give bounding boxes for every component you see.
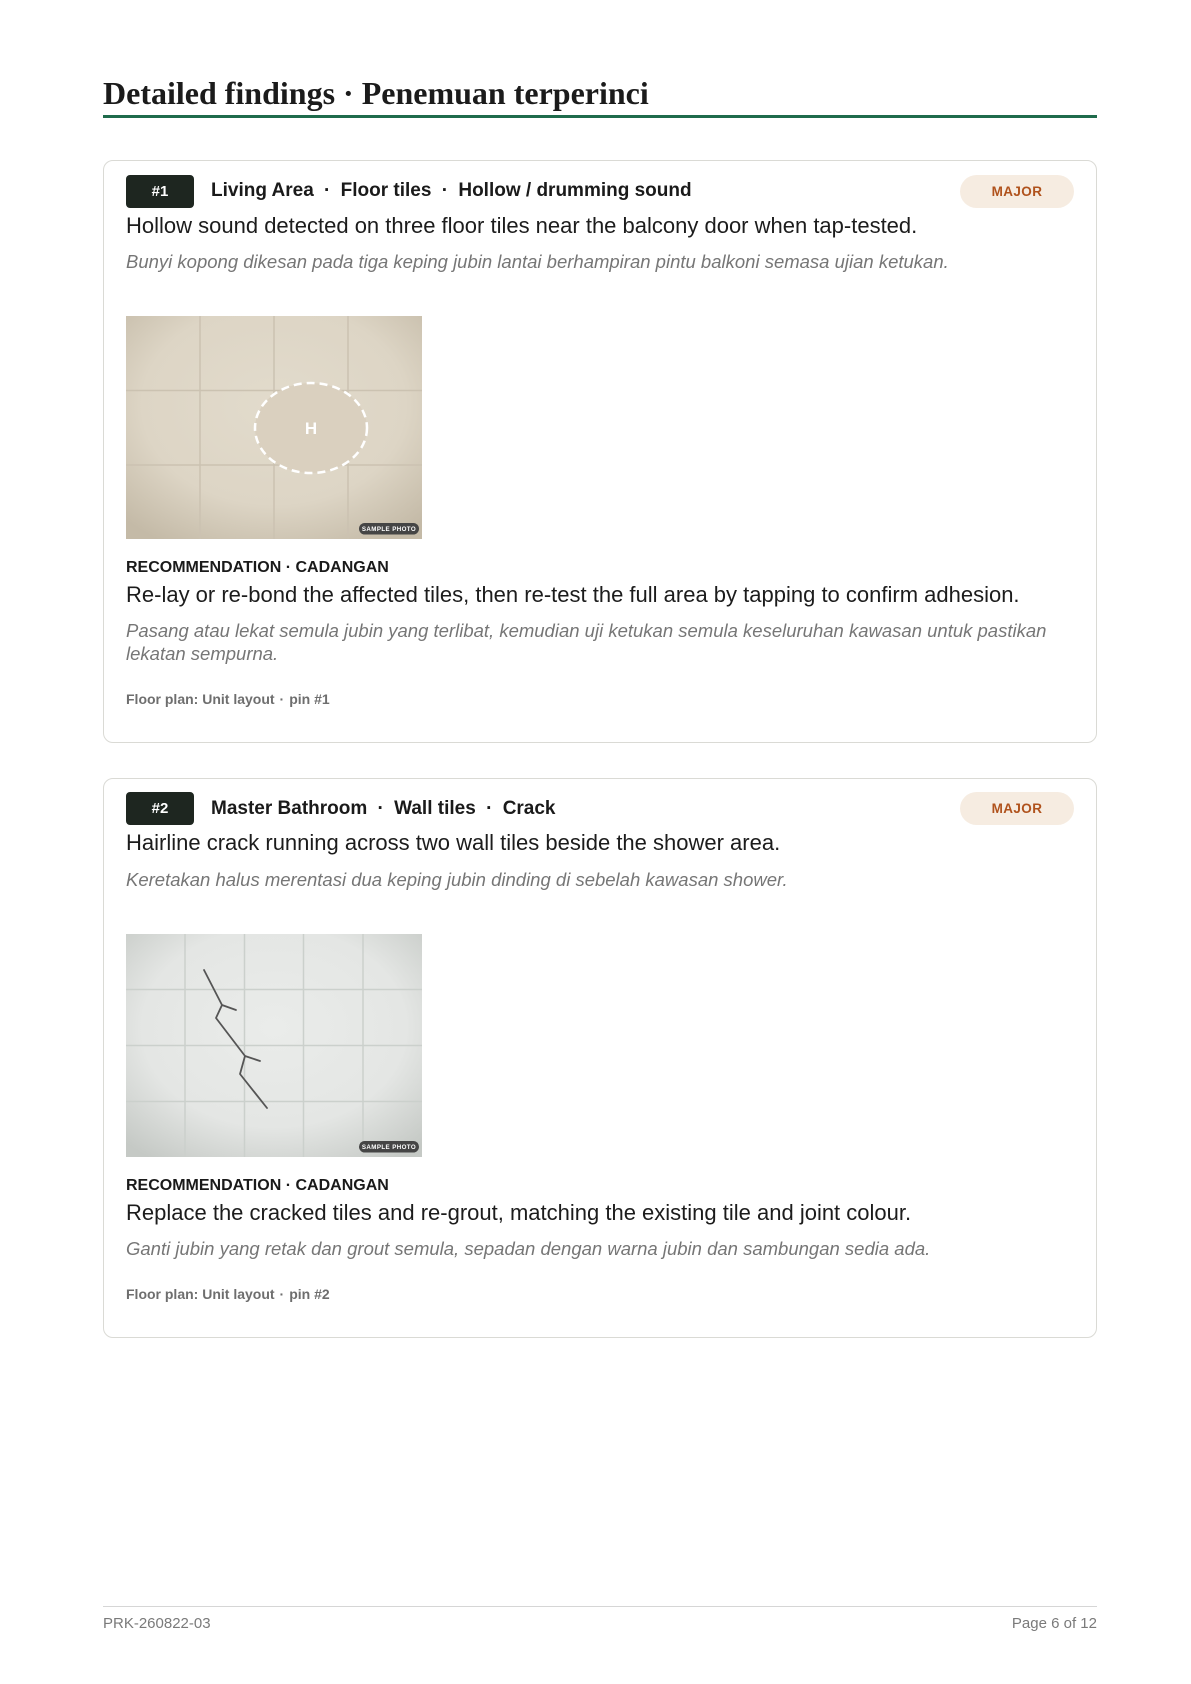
separator: · <box>279 1286 285 1303</box>
finding-card-1 <box>103 160 1097 743</box>
finding-element: Floor tiles <box>340 180 432 201</box>
finding-photo <box>126 934 422 1157</box>
severity-badge: MAJOR <box>960 175 1074 208</box>
separator: · <box>441 180 449 201</box>
page-title: Detailed findings · Penemuan terperinci <box>103 74 1097 118</box>
finding-card-2 <box>103 778 1097 1338</box>
footer-divider <box>103 1606 1097 1607</box>
page-footer <box>103 1615 1097 1633</box>
recommendation-label: RECOMMENDATION · CADANGAN <box>126 1176 389 1194</box>
recommendation-label: RECOMMENDATION · CADANGAN <box>126 558 389 576</box>
finding-defect: Hollow / drumming sound <box>458 180 692 201</box>
finding-number-badge: #1 <box>126 175 194 208</box>
finding-photo <box>126 316 422 539</box>
hollow-marker-label: H <box>304 419 318 439</box>
description-malay: Keretakan halus merentasi dua keping jubin dinding di sebelah kawasan shower. <box>126 868 788 890</box>
separator: · <box>324 180 331 201</box>
finding-element: Wall tiles <box>394 797 476 819</box>
floor-plan-name: Floor plan: Unit layout <box>126 691 275 708</box>
floor-plan-reference <box>126 690 1074 708</box>
separator: · <box>486 797 493 819</box>
report-reference: PRK-260822-03 <box>103 1615 211 1632</box>
recommendation-english: Re-lay or re-bond the affected tiles, then re-test the full area by tapping to confirm adhesion. <box>126 581 1020 607</box>
sample-photo-label: SAMPLE PHOTO <box>361 1144 417 1152</box>
page-content <box>103 0 1097 1338</box>
severity-badge: MAJOR <box>960 792 1074 825</box>
finding-header <box>126 175 1074 208</box>
page-number: Page 6 of 12 <box>1011 1615 1097 1632</box>
finding-heading <box>211 798 556 820</box>
sample-photo-label: SAMPLE PHOTO <box>361 526 417 534</box>
finding-heading <box>211 180 692 202</box>
recommendation-malay: Pasang atau lekat semula jubin yang terlibat, kemudian uji ketukan semula keseluruhan kawasan untuk pastikan lekatan sempurna. <box>126 620 1047 665</box>
description-english: Hairline crack running across two wall tiles beside the shower area. <box>126 830 781 856</box>
finding-location: Living Area <box>211 180 314 201</box>
separator: · <box>377 797 384 819</box>
floor-plan-pin: pin #2 <box>289 1286 330 1303</box>
separator: · <box>279 691 285 708</box>
floor-plan-pin: pin #1 <box>289 691 330 708</box>
floor-plan-name: Floor plan: Unit layout <box>126 1286 275 1303</box>
finding-defect: Crack <box>502 797 556 819</box>
finding-number-badge: #2 <box>126 792 194 825</box>
description-malay: Bunyi kopong dikesan pada tiga keping jubin lantai berhampiran pintu balkoni semasa ujian ketukan. <box>126 251 949 273</box>
floor-plan-reference <box>126 1285 1074 1303</box>
recommendation-english: Replace the cracked tiles and re-grout, matching the existing tile and joint colour. <box>126 1199 912 1225</box>
recommendation-malay: Ganti jubin yang retak dan grout semula, sepadan dengan warna jubin dan sambungan sedia ada. <box>126 1238 931 1260</box>
finding-header <box>126 792 1074 825</box>
finding-location: Master Bathroom <box>211 797 368 819</box>
description-english: Hollow sound detected on three floor tiles near the balcony door when tap-tested. <box>126 212 918 238</box>
